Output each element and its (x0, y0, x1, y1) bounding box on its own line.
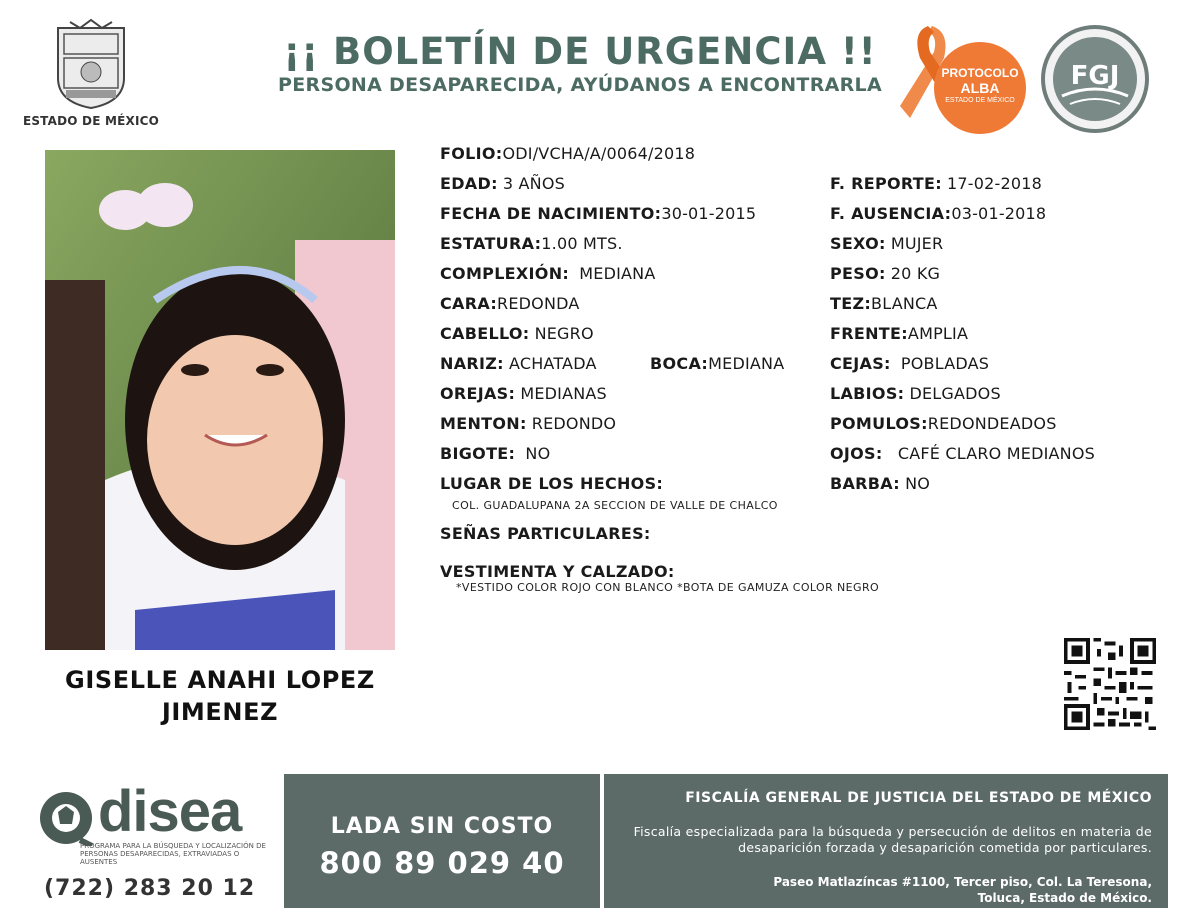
field-lugar-label: LUGAR DE LOS HECHOS: (440, 474, 664, 493)
field-complexion: COMPLEXIÓN: MEDIANA (440, 264, 656, 283)
fiscalia-address (612, 874, 1152, 906)
odisea-tagline: PROGRAMA PARA LA BÚSQUEDA Y LOCALIZACIÓN DE PERSONAS DESAPARECIDAS, EXTRAVIADAS O AUSENTES (80, 842, 266, 866)
odisea-phone[interactable]: (722) 283 20 12 (44, 876, 256, 901)
field-nariz: NARIZ: ACHATADA (440, 354, 597, 373)
field-reporte: F. REPORTE: 17-02-2018 (830, 174, 1043, 193)
toll-free-number[interactable]: 800 89 029 40 (319, 846, 565, 880)
field-ausencia: F. AUSENCIA:03-01-2018 (830, 204, 1047, 223)
person-name-line2: JIMENEZ (161, 698, 279, 726)
field-bigote: BIGOTE: NO (440, 444, 551, 463)
toll-free-panel (284, 774, 600, 908)
field-edad: EDAD: 3 AÑOS (440, 174, 566, 193)
odisea-map-marker-icon (36, 790, 100, 846)
field-orejas: OREJAS: MEDIANAS (440, 384, 607, 403)
field-cara: CARA:REDONDA (440, 294, 580, 313)
odisea-logo (36, 779, 276, 870)
field-menton: MENTON: REDONDO (440, 414, 617, 433)
field-pomulos: POMULOS:REDONDEADOS (830, 414, 1057, 433)
field-ojos: OJOS: CAFÉ CLARO MEDIANOS (830, 444, 1095, 463)
bulletin-title: ¡¡ BOLETÍN DE URGENCIA !! (283, 30, 877, 73)
field-barba: BARBA: NO (830, 474, 931, 493)
field-peso: PESO: 20 KG (830, 264, 941, 283)
person-name-line1: GISELLE ANAHI LOPEZ (65, 666, 375, 694)
field-sexo: SEXO: MUJER (830, 234, 944, 253)
field-nacimiento: FECHA DE NACIMIENTO:30-01-2015 (440, 204, 757, 223)
missing-person-photo (45, 150, 395, 650)
toll-free-label: LADA SIN COSTO (330, 814, 554, 839)
fiscalia-name: FISCALÍA GENERAL DE JUSTICIA DEL ESTADO DE MÉXICO (685, 790, 1152, 806)
field-cabello: CABELLO: NEGRO (440, 324, 594, 343)
field-lugar-value: COL. GUADALUPANA 2A SECCION DE VALLE DE CHALCO (452, 499, 778, 512)
qr-code-icon[interactable] (1064, 638, 1156, 730)
odisea-wordmark: disea (98, 779, 242, 844)
alba-line1: PROTOCOLO (941, 66, 1019, 80)
alba-line3: ESTADO DE MÉXICO (945, 97, 1015, 104)
fgj-initials: FGJ (1070, 61, 1120, 91)
estado-de-mexico-seal (50, 18, 132, 110)
state-name: ESTADO DE MÉXICO (22, 114, 160, 128)
field-folio: FOLIO:ODI/VCHA/A/0064/2018 (440, 144, 696, 163)
fiscalia-description: Fiscalía especializada para la búsqueda y persecución de delitos en materia de desaparición forzada y desaparición cometida por particulares. (633, 824, 1152, 855)
fgj-logo (1040, 24, 1150, 134)
field-cejas: CEJAS: POBLADAS (830, 354, 990, 373)
fiscalia-address-line2: Toluca, Estado de México. (977, 891, 1152, 905)
bulletin-subtitle: PERSONA DESAPARECIDA, AYÚDANOS A ENCONTRARLA (278, 74, 882, 96)
fiscalia-panel (604, 774, 1168, 908)
field-tez: TEZ:BLANCA (830, 294, 938, 313)
field-estatura: ESTATURA:1.00 MTS. (440, 234, 623, 253)
field-frente: FRENTE:AMPLIA (830, 324, 969, 343)
protocolo-alba-logo (900, 22, 1030, 134)
alba-line2: ALBA (960, 80, 1000, 96)
field-vestimenta-label: VESTIMENTA Y CALZADO: (440, 562, 675, 581)
field-labios: LABIOS: DELGADOS (830, 384, 1001, 403)
fiscalia-address-line1: Paseo Matlazíncas #1100, Tercer piso, Col. La Teresona, (773, 875, 1152, 889)
field-boca: BOCA:MEDIANA (650, 354, 785, 373)
field-senas-label: SEÑAS PARTICULARES: (440, 524, 651, 543)
field-vestimenta-value: *VESTIDO COLOR ROJO CON BLANCO *BOTA DE GAMUZA COLOR NEGRO (456, 581, 880, 594)
